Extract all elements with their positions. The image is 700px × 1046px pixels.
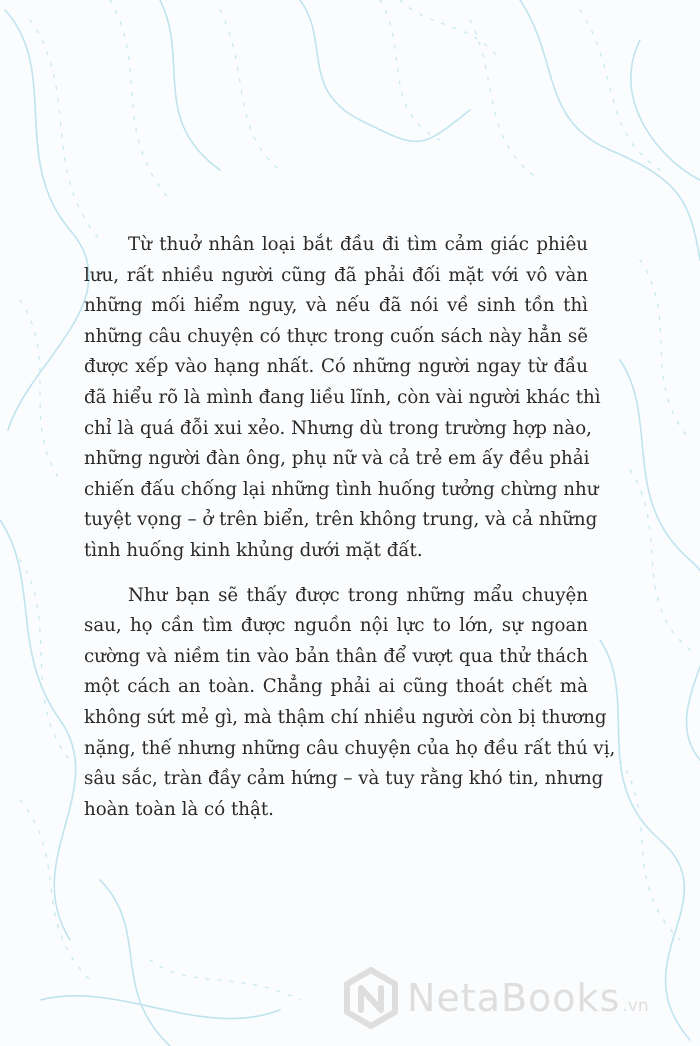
text-line: lưu, rất nhiều người cũng đã phải đối mặt với vô vàn <box>84 264 588 286</box>
text-line: hoàn toàn là có thật. <box>84 798 274 820</box>
paragraph <box>84 230 601 567</box>
watermark-brand: NetaBooks .vn <box>407 976 649 1020</box>
text-line: chỉ là quá đỗi xui xẻo. Nhưng dù trong trường hợp nào, <box>84 417 592 439</box>
text-line: những câu chuyện có thực trong cuốn sách này hẳn sẽ <box>84 325 588 347</box>
watermark-suffix: .vn <box>622 996 649 1016</box>
netabooks-logo-icon <box>341 966 401 1030</box>
text-line: cường và niềm tin vào bản thân để vượt qua thử thách <box>84 645 588 667</box>
text-line: tình huống kinh khủng dưới mặt đất. <box>84 539 423 561</box>
text-line: Như bạn sẽ thấy được trong những mẩu chuyện <box>128 584 588 606</box>
text-line: Từ thuở nhân loại bắt đầu đi tìm cảm giác phiêu <box>128 234 588 255</box>
text-line: không sứt mẻ gì, mà thậm chí nhiều người còn bị thương <box>84 706 607 728</box>
text-line: chiến đấu chống lại những tình huống tưởng chừng như <box>84 478 599 500</box>
text-line: những người đàn ông, phụ nữ và cả trẻ em ấy đều phải <box>84 448 590 470</box>
text-line: những mối hiểm nguy, và nếu đã nói về sinh tồn thì <box>84 295 588 317</box>
text-line: sau, họ cần tìm được nguồn nội lực to lớn, sự ngoan <box>84 615 588 637</box>
text-line: nặng, thế nhưng những câu chuyện của họ đều rất thú vị, <box>84 737 616 759</box>
body-text <box>84 230 616 825</box>
text-line: đã hiểu rõ là mình đang liều lĩnh, còn vài người khác thì <box>84 386 601 408</box>
paragraph <box>84 581 616 826</box>
text-line: được xếp vào hạng nhất. Có những người ngay từ đầu <box>84 356 588 378</box>
text-line: một cách an toàn. Chẳng phải ai cũng thoát chết mà <box>84 676 588 698</box>
text-line: tuyệt vọng – ở trên biển, trên không trung, và cả những <box>84 509 598 531</box>
text-line: sâu sắc, tràn đầy cảm hứng – và tuy rằng khó tin, nhưng <box>84 768 604 790</box>
watermark <box>341 966 649 1030</box>
paragraph-spacer <box>84 567 588 581</box>
